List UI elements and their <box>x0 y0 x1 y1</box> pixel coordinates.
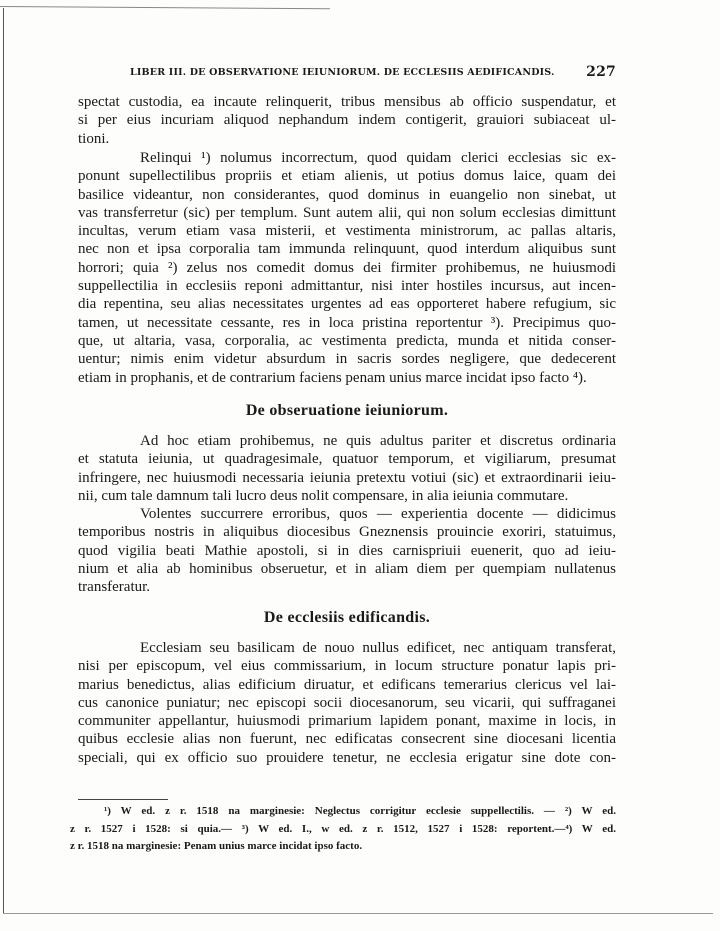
text-line: temporibus nostris in aliquibus diocesibus Gneznensis prouincie exoriri, statuimus, <box>78 524 616 541</box>
text-line: spectat custodia, ea incaute relinquerit, tribus mensibus ab officio suspendatur, et <box>78 94 616 110</box>
text-line: tioni. <box>78 130 110 147</box>
section-heading-fasting: De obseruatione ieiuniorum. <box>245 402 449 419</box>
footnote-line: z r. 1527 i 1528: si quia.— ³) W ed. I., w ed. z r. 1512, 1527 i 1528: reportent.—⁴) W ed. <box>70 822 616 835</box>
text-line: vas transferretur (sic) per templum. Sunt autem alii, qui non solum ecclesias dimittunt <box>78 204 616 221</box>
text-line: tamen, ut necessitate cessante, res in loca pristina reportentur ³). Precipimus quo- <box>78 314 616 331</box>
text-line: Ad hoc etiam prohibemus, ne quis adultus pariter et discretus ordinaria <box>140 433 616 449</box>
text-line: communiter appellantur, huiusmodi primarium lapidem ponant, maxime in locis, in <box>78 713 616 730</box>
text-line: cus canonice puniatur; nec episcopi socii diocesanorum, seu vicarii, qui suffraganei <box>78 694 616 711</box>
running-head-title: LIBER III. DE OBSERVATIONE IEIUNIORUM. DE ECCLESIIS AEDIFICANDIS. <box>130 67 555 78</box>
text-line: que, ut altaria, vasa, corporalia, ac vestimenta predicta, munda et nitida conser- <box>78 332 616 349</box>
text-line: nec non et ipsa corporalia tam immunda relinquunt, quod interdum aliquibus sunt <box>78 241 616 258</box>
text-line: transferatur. <box>78 579 151 596</box>
text-line: nisi per episcopum, vel eius commissarium, in locum structure ponatur lapis pri- <box>78 658 616 675</box>
text-line: nium et alia ab hominibus obseruetur, et in aliam diem per quempiam nullatenus <box>78 560 616 577</box>
text-line: ponunt supellectilibus propriis et etiam alienis, ut potius domus laice, quam dei <box>78 168 616 185</box>
footnote-line: ¹) W ed. z r. 1518 na marginesie: Neglectus corrigitur ecclesie suppellectilis. — ²) W ed. <box>104 805 616 817</box>
page-edge-left <box>3 8 4 913</box>
text-line: Volentes succurrere erroribus, quos — experientia docente — didicimus <box>140 506 616 522</box>
text-line: quod vigilia beati Mathie apostoli, si in dies carnispriuii euenerit, quo ad ieiu- <box>78 542 616 559</box>
text-line: etiam in prophanis, et de contrarium faciens penam unius marce incidat ipso facto ⁴). <box>78 369 587 386</box>
page-edge-bottom <box>3 913 713 914</box>
section-heading-churches: De ecclesiis edificandis. <box>263 609 431 626</box>
text-line: suppellectilia in ecclesiis reponi admittantur, nisi inter hostiles incursus, aut incen- <box>78 278 616 295</box>
text-line: et statuta ieiunia, ut quadragesimale, quatuor temporum, et vigiliarum, presumat <box>78 451 616 468</box>
text-line: horrori; quia ²) zelus nos comedit domus dei firmiter prohibemus, ne huiusmodi <box>78 259 616 276</box>
page-edge-top <box>0 6 330 9</box>
footnote-rule <box>78 799 168 800</box>
running-head <box>130 66 616 82</box>
text-line: uentur; nimis enim videtur absurdum in sacris sordes negligere, que dedecerent <box>78 351 616 368</box>
text-line: quibus ecclesie alias non fuerunt, nec edificatas consecrent sine diocesani licentia <box>78 731 616 748</box>
footnote-line: z r. 1518 na marginesie: Penam unius marce incidat ipso facto. <box>70 840 363 852</box>
text-line: infringere, nec huiusmodi necessaria ieiunia pretextu votiui (sic) et extraordinarii ieiu- <box>78 469 616 486</box>
paragraph-2 <box>78 149 616 387</box>
text-line: Ecclesiam seu basilicam de nouo nullus edificet, nec antiquam transferat, <box>140 640 616 656</box>
paragraph-5 <box>78 639 616 767</box>
text-line: basilice videantur, non considerantes, quod dominus in euangelio non sinebat, ut <box>78 186 616 203</box>
text-line: Relinqui ¹) nolumus incorrectum, quod quidam clerici ecclesias sic ex- <box>140 150 616 166</box>
paragraph-1 <box>78 93 616 148</box>
footnotes <box>70 803 616 856</box>
text-line: nii, cum tale damnum tali lucro deus nolit compensare, in alia ieiunia commutare. <box>78 487 569 504</box>
text-line: incultas, verum etiam vasa misterii, et vestimenta ministrorum, ac pallas altaris, <box>78 223 616 240</box>
page-number: 227 <box>586 64 616 80</box>
paragraph-4 <box>78 505 616 596</box>
paragraph-3 <box>78 432 616 505</box>
text-line: dia repentina, seu alias necessitates urgentes ad eas opporteret habere refugium, sic <box>78 296 616 313</box>
text-line: si per eius incuriam aliquod nephandum indem contigerit, grauiori subiaceat ul- <box>78 112 616 129</box>
text-line: marius benedictus, alias edificium diruatur, et edificans temerarius clericus vel lai- <box>78 676 616 693</box>
text-line: speciali, qui ex officio suo prouidere tenetur, ne ecclesia erigatur sine dote con- <box>78 749 616 766</box>
